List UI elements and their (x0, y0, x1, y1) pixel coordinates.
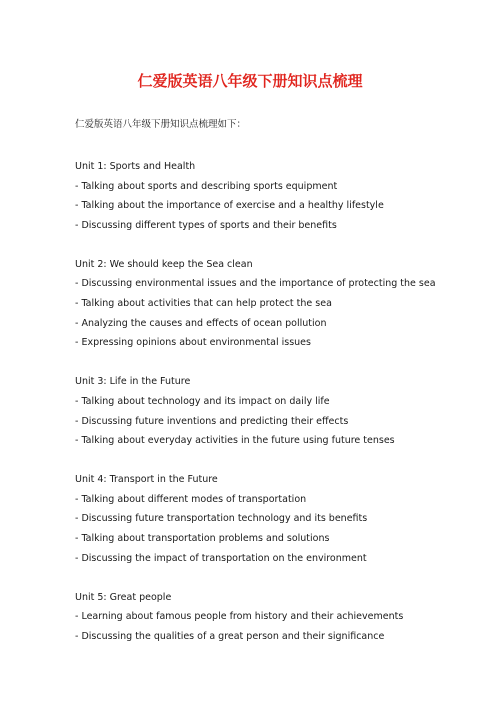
unit-section-3 (75, 372, 475, 450)
unit-heading: Unit 1: Sports and Health (75, 161, 196, 172)
unit-heading: Unit 3: Life in the Future (75, 376, 191, 388)
unit-point: - Talking about the importance of exercise and a healthy lifestyle (75, 200, 384, 212)
unit-point: - Discussing future transportation technology and its benefits (75, 513, 368, 525)
unit-heading: Unit 2: We should keep the Sea clean (75, 258, 253, 270)
unit-section-2 (75, 255, 475, 353)
unit-heading: Unit 5: Great people (75, 591, 172, 603)
unit-point: - Talking about sports and describing sports equipment (75, 180, 338, 192)
unit-point: - Discussing different types of sports and their benefits (75, 219, 337, 231)
unit-point: - Discussing environmental issues and the importance of protecting the sea (75, 278, 436, 290)
unit-point: - Talking about technology and its impact on daily life (75, 395, 330, 407)
document-title: 仁爱版英语八年级下册知识点梳理 (137, 72, 363, 90)
unit-point: - Talking about activities that can help protect the sea (75, 298, 332, 310)
unit-point: - Expressing opinions about environmental issues (75, 337, 311, 349)
unit-point: - Discussing the qualities of a great person and their significance (75, 630, 385, 642)
unit-point: - Talking about different modes of transportation (75, 493, 307, 505)
unit-section-5 (75, 588, 475, 647)
unit-heading: Unit 4: Transport in the Future (75, 474, 218, 486)
unit-point: - Learning about famous people from history and their achievements (75, 611, 404, 623)
unit-point: - Talking about transportation problems and solutions (75, 533, 330, 544)
intro-text: 仁爱版英语八年级下册知识点梳理如下： (75, 119, 247, 130)
unit-section-4 (75, 470, 475, 568)
unit-point: - Analyzing the causes and effects of ocean pollution (75, 317, 327, 329)
unit-list (75, 157, 475, 666)
unit-section-1 (75, 157, 475, 235)
unit-point: - Discussing the impact of transportation on the environment (75, 552, 367, 564)
unit-point: - Discussing future inventions and predicting their effects (75, 415, 349, 427)
unit-point: - Talking about everyday activities in the future using future tenses (75, 435, 395, 447)
